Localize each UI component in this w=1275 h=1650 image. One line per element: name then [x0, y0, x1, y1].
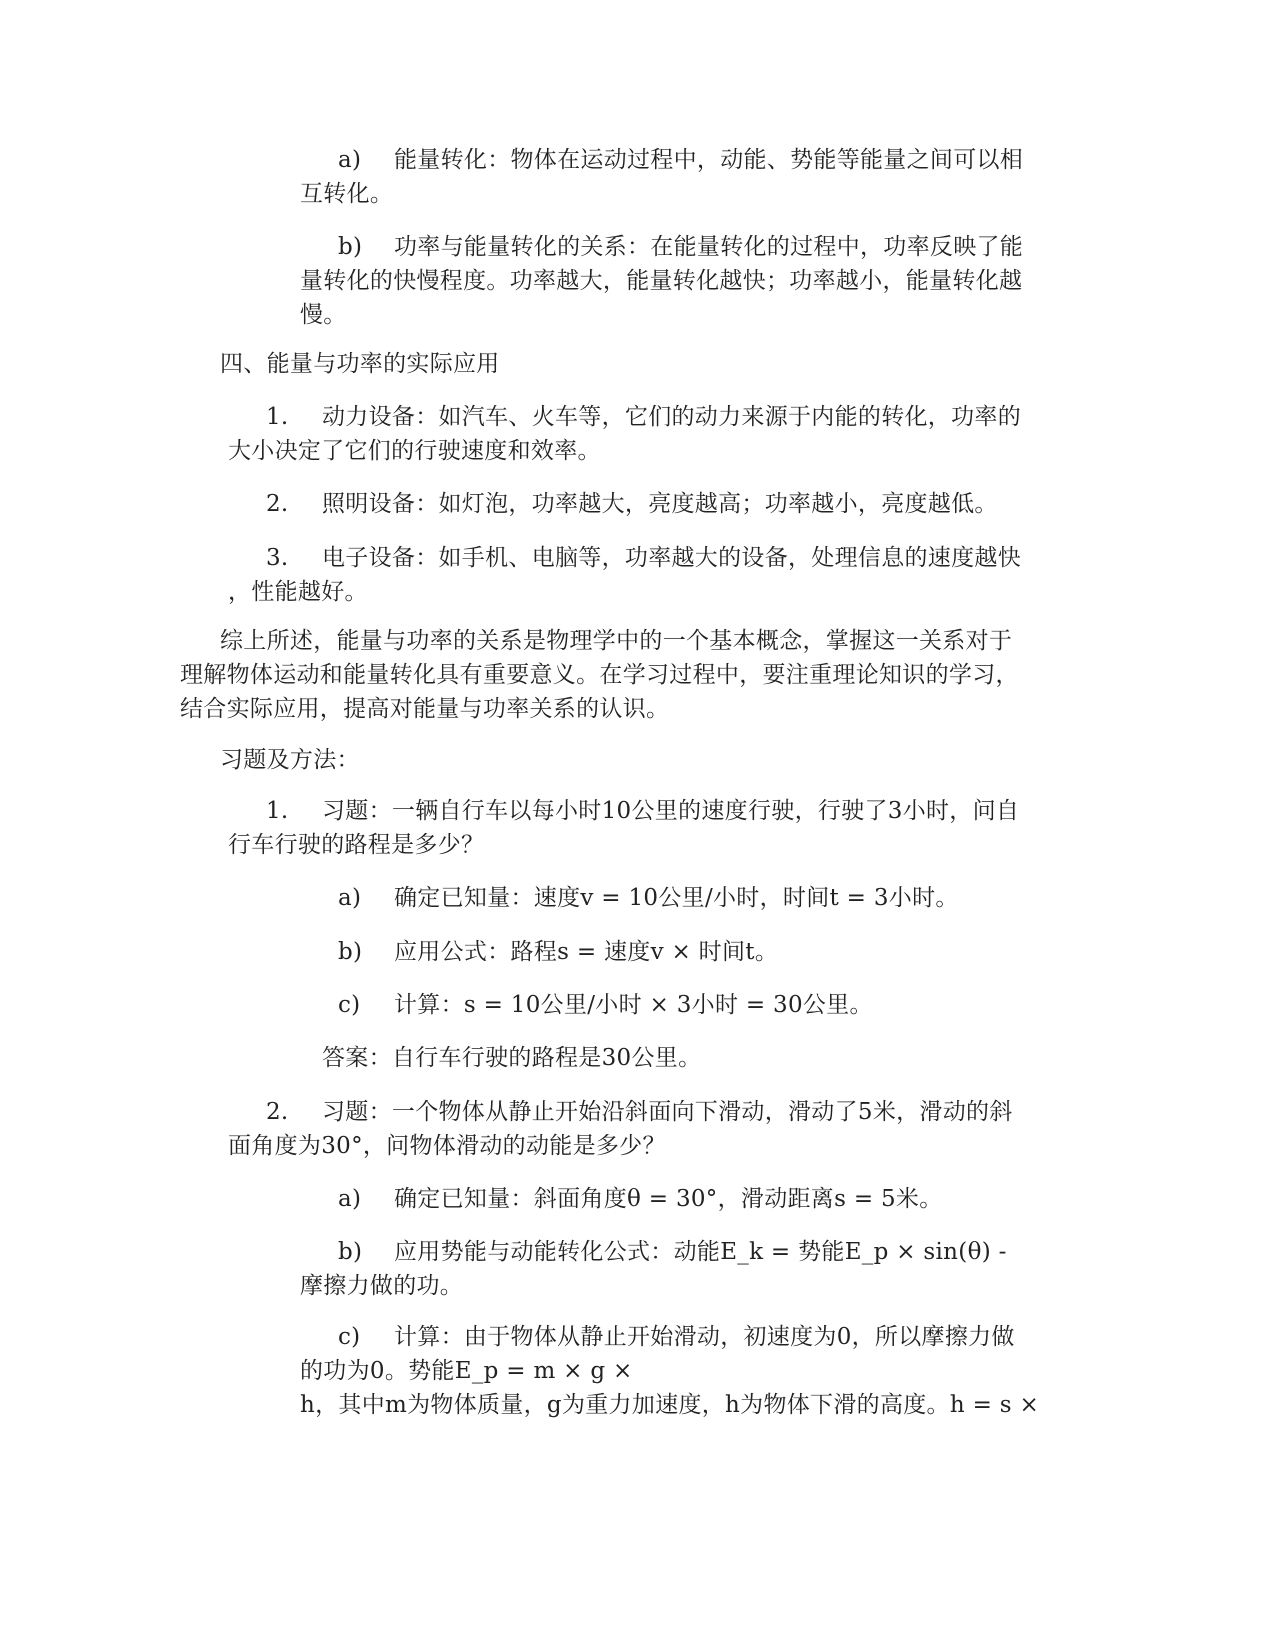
exercise-2-step-b-line-1: b) 应用势能与动能转化公式：动能E_k = 势能E_p × sin(θ) - — [338, 1239, 1007, 1265]
item-marker: 3. — [266, 545, 289, 571]
exercise-2-step-c-line-2: 的功为0。势能E_p = m × g × — [300, 1358, 633, 1384]
exercise-1-step-c: c) 计算：s = 10公里/小时 × 3小时 = 30公里。 — [338, 992, 873, 1018]
item-marker: c) — [338, 1324, 361, 1350]
list-item-3-line-2: ，性能越好。 — [228, 579, 368, 605]
exercise-1-step-a: a) 确定已知量：速度v = 10公里/小时，时间t = 3小时。 — [338, 885, 959, 911]
summary-line-2: 理解物体运动和能量转化具有重要意义。在学习过程中，要注重理论知识的学习， — [180, 662, 1019, 688]
summary-line-3: 结合实际应用，提高对能量与功率关系的认识。 — [180, 696, 670, 722]
item-b-line-2: 量转化的快慢程度。功率越大，能量转化越快；功率越小，能量转化越 — [300, 268, 1023, 294]
summary-line-1: 综上所述，能量与功率的关系是物理学中的一个基本概念，掌握这一关系对于 — [220, 628, 1013, 654]
list-item-1-line-2: 大小决定了它们的行驶速度和效率。 — [228, 438, 601, 464]
exercise-2-step-c-line-3: h，其中m为物体质量，g为重力加速度，h为物体下滑的高度。h = s × — [300, 1392, 1040, 1418]
item-marker: b) — [338, 939, 363, 965]
exercise-1-line-2: 行车行驶的路程是多少？ — [228, 832, 485, 858]
item-marker: 2. — [266, 1099, 289, 1125]
item-marker: 1. — [266, 798, 289, 824]
item-marker: 2. — [266, 491, 289, 517]
item-a-line-1: a) 能量转化：物体在运动过程中，动能、势能等能量之间可以相 — [338, 147, 1024, 173]
item-marker: c) — [338, 992, 361, 1018]
exercise-2-line-2: 面角度为30°，问物体滑动的动能是多少？ — [228, 1133, 666, 1159]
item-a-line-2: 互转化。 — [300, 181, 394, 207]
item-b-line-1: b) 功率与能量转化的关系：在能量转化的过程中，功率反映了能 — [338, 234, 1024, 260]
list-item-1-line-1: 1. 动力设备：如汽车、火车等，它们的动力来源于内能的转化，功率的 — [266, 404, 1021, 430]
section-heading: 四、能量与功率的实际应用 — [220, 351, 500, 377]
item-b-line-3: 慢。 — [300, 302, 347, 328]
item-marker: a) — [338, 1186, 362, 1212]
item-marker: b) — [338, 234, 363, 260]
exercises-heading: 习题及方法： — [220, 747, 360, 773]
exercise-2-step-a: a) 确定已知量：斜面角度θ = 30°，滑动距离s = 5米。 — [338, 1186, 943, 1212]
exercise-2-line-1: 2. 习题：一个物体从静止开始沿斜面向下滑动，滑动了5米，滑动的斜 — [266, 1099, 1013, 1125]
list-item-3-line-1: 3. 电子设备：如手机、电脑等，功率越大的设备，处理信息的速度越快 — [266, 545, 1021, 571]
exercise-2-step-c-line-1: c) 计算：由于物体从静止开始滑动，初速度为0，所以摩擦力做 — [338, 1324, 1015, 1350]
exercise-1-answer: 答案：自行车行驶的路程是30公里。 — [322, 1045, 702, 1071]
item-marker: a) — [338, 147, 362, 173]
item-marker: 1. — [266, 404, 289, 430]
item-marker: b) — [338, 1239, 363, 1265]
item-marker: a) — [338, 885, 362, 911]
exercise-1-line-1: 1. 习题：一辆自行车以每小时10公里的速度行驶，行驶了3小时，问自 — [266, 798, 1020, 824]
exercise-2-step-b-line-2: 摩擦力做的功。 — [300, 1273, 464, 1299]
exercise-1-step-b: b) 应用公式：路程s = 速度v × 时间t。 — [338, 939, 779, 965]
list-item-2-line-1: 2. 照明设备：如灯泡，功率越大，亮度越高；功率越小，亮度越低。 — [266, 491, 998, 517]
